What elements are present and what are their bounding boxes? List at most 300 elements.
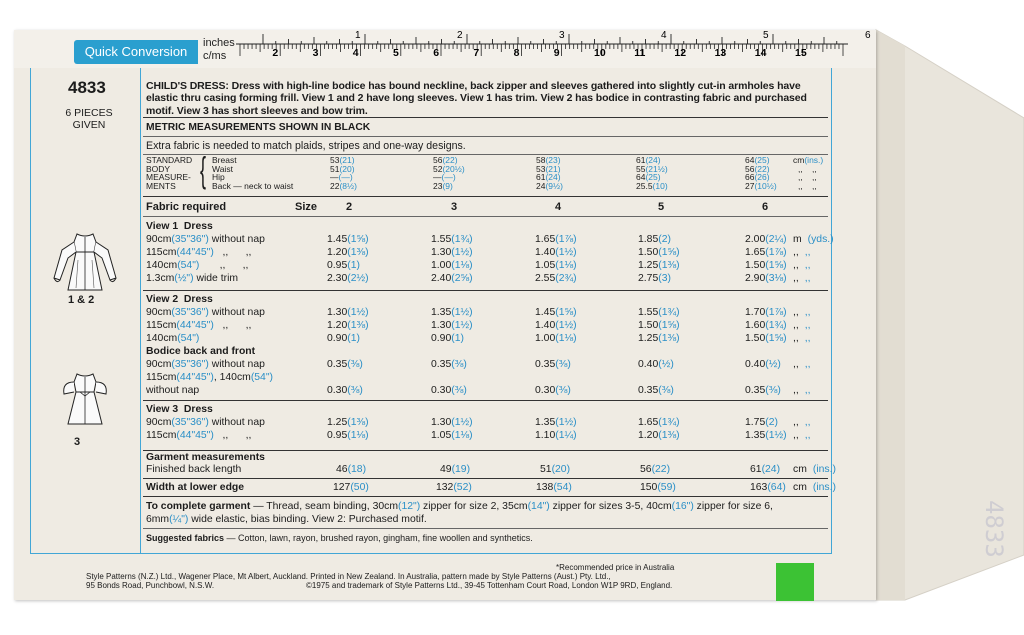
yardage-value [638,307,680,319]
yardage-value-imperial: (⅜) [765,385,781,396]
width-part: (44"45") [176,372,214,383]
yardage-value [638,320,680,332]
body-measure-value-imperial: (26) [754,172,770,183]
lower-edge-value-metric: 138 [536,482,554,493]
lower-edge-value-imperial: (59) [657,482,676,493]
ghost-pattern-number: 4833 [980,500,1008,558]
body-measure-value-metric: 22 [330,180,340,191]
lower-edge-value-imperial: (50) [350,482,369,493]
width-metric: 115cm [146,247,177,258]
yardage-value-imperial: (1½) [451,307,473,318]
yardage-value-metric: 1.30 [327,307,348,318]
yardage-value-metric: 1.85 [638,234,659,245]
body-measure-value-imperial: (—) [338,172,353,183]
yardage-value [535,333,577,345]
body-measure-value-metric: 56 [745,163,755,174]
width-imperial: (44"45") [176,247,214,258]
size-column-2: 2 [346,201,353,213]
rule-line [143,496,828,497]
yardage-value [431,247,473,259]
fabric-width-label [146,430,251,442]
dress-sketch-short-sleeve [40,370,130,430]
unit-imperial: ,, [804,307,811,318]
back-length-value [540,464,570,476]
cm-label: 5 [393,47,399,59]
width-part: , 140cm [213,372,251,383]
yardage-value-metric: 1.30 [431,417,452,428]
yardage-value [535,234,577,246]
ditto-mark: ,, [812,180,817,191]
lower-edge-value [536,482,572,494]
unit-imperial: (yds.) [807,234,834,245]
yardage-value [638,359,674,371]
width-imperial: (44"45") [176,430,214,441]
yardage-value-imperial: (½) [765,359,781,370]
yardage-value-metric: 1.40 [535,320,556,331]
yardage-value [431,385,467,397]
yardage-value-metric: 0.35 [431,359,452,370]
body-measure-row: Back — neck to waist [212,180,294,191]
width-part: 90cm [146,359,172,370]
unit-metric: cm [793,464,807,475]
fabric-width-label [146,417,265,429]
yardage-value-metric: 0.95 [327,430,348,441]
yardage-value [327,333,360,345]
body-measure-value-imperial: (20½) [442,163,465,174]
cm-label: 13 [714,47,727,59]
cm-label: 14 [754,47,767,59]
back-length-value [750,464,780,476]
yardage-value [745,430,787,442]
suggested-part: — Cotton, lawn, rayon, brushed rayon, gingham, fine woollen and synthetics. [224,533,533,543]
unit-imperial: ,, [804,430,811,441]
lower-edge-value-metric: 163 [750,482,768,493]
complete-part: (16") [671,501,694,512]
publisher-line-1: Style Patterns (N.Z.) Ltd., Wagener Place, Mt Albert, Auckland. Printed in New Zealand. In Australia, pattern made by Style Patterns (Aust.) Pty. Ltd., [86,572,611,581]
width-part: (54") [250,372,273,383]
yardage-value-metric: 1.20 [638,430,659,441]
yardage-value-imperial: (1¾) [765,320,787,331]
lower-edge-value [436,482,472,494]
body-measure-value-metric: 66 [745,172,755,183]
unit-label [793,464,836,476]
yardage-value-imperial: (1⅞) [555,234,577,245]
yardage-value [745,320,787,332]
width-imperial: (35"36") [171,234,209,245]
finished-back-length-label: Finished back length [146,464,242,475]
width-imperial: (½") [174,273,194,284]
body-measure-value-imperial: (23) [545,155,561,165]
inch-label: 2 [457,30,463,41]
unit-label [793,385,811,397]
garment-measurements-title: Garment measurements [146,452,265,463]
unit-label [793,482,836,494]
ditto-mark: ,, [798,172,803,183]
width-metric: 90cm [146,234,172,245]
body-measure-value-metric: 23 [433,180,443,191]
yardage-value [535,247,577,259]
yardage-value-imperial: (3) [658,273,671,284]
unit-label [793,359,811,371]
body-measure-value-metric: — [433,172,442,183]
yardage-value-metric: 1.10 [535,430,556,441]
yardage-value-imperial: (1⅝) [765,260,787,271]
pieces-count: 6 PIECES [65,107,113,119]
back-length-value-imperial: (22) [651,464,671,475]
cm-label: 2 [272,47,279,59]
lower-edge-value-metric: 150 [640,482,658,493]
body-measure-row: Breast [212,155,237,165]
ruler-unit-cm: c/ms [203,50,227,62]
yardage-value-metric: 1.50 [745,260,766,271]
yardage-value-metric: 2.40 [431,273,452,284]
rule-line [143,400,828,401]
pieces-given-label: GIVEN [72,119,106,131]
quick-conversion-badge: Quick Conversion [74,40,198,64]
yardage-value [638,234,671,246]
width-imperial: (54") [177,333,200,344]
yardage-value [638,417,680,429]
yardage-value-metric: 1.35 [535,417,556,428]
back-length-value-imperial: (24) [761,464,781,475]
yardage-value [431,260,473,272]
rule-line [143,290,828,291]
width-metric: 115cm [146,320,177,331]
pattern-description: CHILD'S DRESS: Dress with high-line bodice has bound neckline, back zipper and sleeves gathered into slightly cut-in armholes have elastic thru casing forming frill. View 1 and 2 have long sleeves. View 1 has trim. View 2 has bodice in contrasting fabric and purchased motif. View 3 has short sleeves and bow trim. [146,80,807,117]
body-measure-label: MEASURE- [146,172,191,183]
body-measure-value-metric: 58 [536,155,546,165]
back-length-value-imperial: (18) [347,464,367,475]
yardage-value-metric: 0.35 [745,385,766,396]
complete-part: (14") [527,501,550,512]
yardage-value-imperial: (1⅛) [555,333,577,344]
rule-line [143,478,828,479]
fabric-required-label: Fabric required [146,201,227,213]
body-measure-label: BODY [146,163,171,174]
size-column-5: 5 [658,201,665,213]
yardage-value-metric: 1.35 [745,430,766,441]
unit-label [793,307,811,319]
body-measure-value [433,182,453,191]
width-part: without nap [208,359,265,370]
yardage-value-imperial: (1½) [555,320,577,331]
dress-sketch-long-sleeve [40,230,130,302]
body-measure-value-metric: 61 [536,172,546,183]
width-lower-edge-label: Width at lower edge [146,482,245,493]
body-measure-value-metric: 55 [636,163,646,174]
yardage-value-metric: 1.55 [431,234,452,245]
body-measure-label: MENTS [146,180,176,191]
body-measure-value-imperial: (21) [545,163,561,174]
body-measure-value [536,182,563,191]
yardage-value-metric: 1.45 [327,234,348,245]
yardage-value-metric: 0.90 [431,333,452,344]
yardage-value-imperial: (1⅛) [451,430,473,441]
body-measure-value [330,182,357,191]
nap-label: wide trim [193,273,239,284]
cm-label: 9 [553,47,560,59]
width-metric: 1.3cm [146,273,175,284]
body-measure-value-imperial: (21) [339,155,355,165]
yardage-value [745,234,787,246]
yardage-value [327,385,363,397]
inch-label: 1 [355,30,361,41]
yardage-value-imperial: (⅜) [451,385,467,396]
body-measure-value-metric: 64 [745,155,755,165]
yardage-value-metric: 1.30 [431,247,452,258]
yardage-value-imperial: (1⅛) [451,260,473,271]
yardage-value-metric: 1.50 [638,320,659,331]
yardage-value-imperial: (2) [765,417,778,428]
yardage-value-metric: 1.20 [327,247,348,258]
width-metric: 115cm [146,430,177,441]
body-measure-value-imperial: (24) [645,155,661,165]
yardage-value [327,234,369,246]
rule-line [143,154,828,155]
yardage-value-imperial: (1) [347,333,360,344]
cm-label: 12 [674,47,687,59]
rule-line [143,136,828,137]
fabric-width-label [146,333,199,345]
unit-label [793,320,811,332]
yardage-value-metric: 1.45 [535,307,556,318]
inch-label: 3 [559,30,565,41]
nap-label: without nap [208,234,265,245]
yardage-value-imperial: (⅜) [555,385,571,396]
yardage-value-metric: 1.65 [535,234,556,245]
cm-label: 7 [473,47,480,59]
unit-label [793,234,834,246]
body-measure-value-metric: 53 [330,155,340,165]
yardage-value-metric: 2.90 [745,273,766,284]
cm-label: 3 [312,47,319,59]
unit-metric: ,, [793,247,799,258]
yardage-value-metric: 1.70 [745,307,766,318]
yardage-value-imperial: (1⅝) [555,307,577,318]
yardage-value [745,247,787,259]
body-measure-value-metric: 52 [433,163,443,174]
complete-part: zipper for size 6, [693,501,773,512]
body-measure-value-metric: 24 [536,180,546,191]
rule-line [143,216,828,217]
yardage-value [535,307,577,319]
yardage-value-imperial: (1⅜) [347,247,369,258]
unit-metric: ,, [793,333,799,344]
yardage-value [745,260,787,272]
yardage-value [745,385,781,397]
yardage-value-imperial: (1½) [347,307,369,318]
unit-imperial: ,, [804,417,811,428]
width-metric: 140cm [146,333,178,344]
extra-fabric-note: Extra fabric is needed to match plaids, stripes and one-way designs. [146,140,466,152]
yardage-value-metric: 1.35 [431,307,452,318]
yardage-value-metric: 1.40 [535,247,556,258]
complete-part: 6mm [146,514,170,525]
body-measure-value [745,182,777,191]
suggested-fabrics [146,532,533,544]
body-measure-value-imperial: (10½) [754,180,777,191]
yardage-value-imperial: (1) [451,333,464,344]
body-measure-value-metric: 51 [330,163,340,174]
nap-label: without nap [208,307,265,318]
yardage-value [431,417,473,429]
back-length-value [336,464,366,476]
bodice-subtitle: Bodice back and front [146,346,256,357]
size-column-4: 4 [555,201,562,213]
yardage-value [535,359,571,371]
width-metric: 90cm [146,417,172,428]
ditto-mark: ,, [798,163,803,174]
yardage-value-imperial: (1⅝) [658,247,680,258]
back-length-value-imperial: (19) [451,464,471,475]
rule-line [143,450,828,451]
back-length-value [440,464,470,476]
fabric-width-label [146,247,251,259]
complete-part: — Thread, seam binding, 30cm [250,501,398,512]
yardage-value-metric: 1.65 [745,247,766,258]
brace: { [200,149,207,190]
yardage-value-imperial: (1½) [555,247,577,258]
yardage-value-imperial: (1¾) [658,417,680,428]
lower-edge-value-imperial: (64) [767,482,786,493]
body-measure-value-metric: 25.5 [636,180,653,191]
back-length-value-imperial: (20) [551,464,571,475]
yardage-value [431,307,473,319]
unit-metric: ,, [793,260,799,271]
unit-imperial: ,, [804,320,811,331]
body-measure-value-imperial: (10) [652,180,668,191]
nap-label: without nap [146,385,200,396]
yardage-value-metric: 0.40 [638,359,659,370]
yardage-value [638,385,674,397]
yardage-value [431,234,473,246]
lower-edge-value-imperial: (54) [553,482,572,493]
yardage-value-imperial: (3⅛) [765,273,787,284]
back-length-value-metric: 61 [750,464,762,475]
fabric-width-label [146,372,273,384]
suggested-part: Suggested fabrics [146,533,225,543]
unit-imperial: ,, [804,333,811,344]
fabric-width-label [146,359,265,371]
yardage-value-imperial: (⅜) [347,359,363,370]
complete-part: zipper for sizes 3-5, 40cm [549,501,672,512]
unit-imperial: ,, [804,273,811,284]
width-imperial: (35"36") [171,307,209,318]
unit-label [793,247,811,259]
size-label: Size [295,201,318,213]
yardage-value-imperial: (1¾) [451,234,473,245]
body-measure-value-imperial: (8½) [339,180,357,191]
yardage-value [745,333,787,345]
unit-label [793,260,811,272]
body-measure-value-imperial: (9) [442,180,453,191]
yardage-value-metric: 1.00 [431,260,452,271]
yardage-value-metric: 2.00 [745,234,766,245]
cm-label: 11 [634,47,646,59]
ruler-unit-inches: inches [203,37,235,49]
unit-metric: ,, [793,385,799,396]
nap-label: without nap [208,417,265,428]
body-measure-row: Waist [212,163,233,174]
yardage-value-metric: 0.30 [431,385,452,396]
yardage-value-metric: 0.40 [745,359,766,370]
complete-part: (¼") [169,514,189,525]
yardage-value [431,430,473,442]
body-measure-value-imperial: (—) [441,172,456,183]
yardage-value-imperial: (1½) [555,417,577,428]
unit-metric: ,, [793,417,799,428]
yardage-value [327,430,369,442]
yardage-value [745,359,781,371]
sketch-label-views-1-2: 1 & 2 [68,294,95,306]
fabric-width-label [146,307,265,319]
yardage-value [431,359,467,371]
ditto-mark: ,, [812,172,817,183]
body-measure-value-imperial: (25) [754,155,770,165]
lower-edge-value-imperial: (52) [453,482,472,493]
yardage-value [745,417,778,429]
unit-imperial: ,, [804,385,811,396]
body-measure-value-metric: 27 [745,180,755,191]
unit-metric: ,, [793,320,799,331]
yardage-value-metric: 1.30 [431,320,452,331]
copyright-line: ©1975 and trademark of Style Patterns Ltd., 39-45 Tottenham Court Road, London W1P 9RD, England. [306,581,673,590]
body-measure-value [636,182,668,191]
back-length-value [640,464,670,476]
unit-label [793,417,811,429]
fabric-width-label [146,234,265,246]
yardage-value-imperial: (2¾) [555,273,577,284]
body-measure-value-imperial: (21½) [645,163,668,174]
cm-label: 10 [594,47,606,59]
yardage-value-metric: 1.65 [638,417,659,428]
unit-metric: ,, [793,273,799,284]
body-measure-value-metric: 56 [433,155,443,165]
nap-label: ,, ,, [213,247,252,258]
pattern-number: 4833 [68,78,106,97]
back-length-value-metric: 51 [540,464,552,475]
yardage-value-metric: 2.55 [535,273,556,284]
rule-line [143,528,828,529]
yardage-value [327,307,369,319]
lower-edge-value-metric: 132 [436,482,454,493]
yardage-value-imperial: (1⅞) [765,307,787,318]
body-measure-value-imperial: (9½) [545,180,563,191]
unit-metric: ,, [793,430,799,441]
complete-part: wide elastic, bias binding. View 2: Purchased motif. [188,514,427,525]
yardage-value [638,430,680,442]
yardage-value-imperial: (1¼) [555,430,577,441]
inch-label: 5 [763,30,769,41]
yardage-value-imperial: (1⅜) [347,417,369,428]
yardage-value [745,273,787,285]
yardage-value-imperial: (1⅝) [658,320,680,331]
back-length-value-metric: 56 [640,464,652,475]
view-title: View 2 Dress [146,294,213,305]
publisher-line-2: 95 Bonds Road, Punchbowl, N.S.W. [86,581,215,590]
yardage-value-metric: 2.75 [638,273,659,284]
nap-label: ,, ,, [213,430,252,441]
yardage-value-imperial: (½) [658,359,674,370]
yardage-value [535,430,577,442]
yardage-value-imperial: (1½) [451,247,473,258]
rule-line [143,117,828,118]
unit-label [793,430,811,442]
sketch-label-view-3: 3 [74,436,81,448]
yardage-value-imperial: (1⅛) [347,430,369,441]
yardage-value-imperial: (2¼) [765,234,787,245]
yardage-value-imperial: (1⅝) [765,333,787,344]
